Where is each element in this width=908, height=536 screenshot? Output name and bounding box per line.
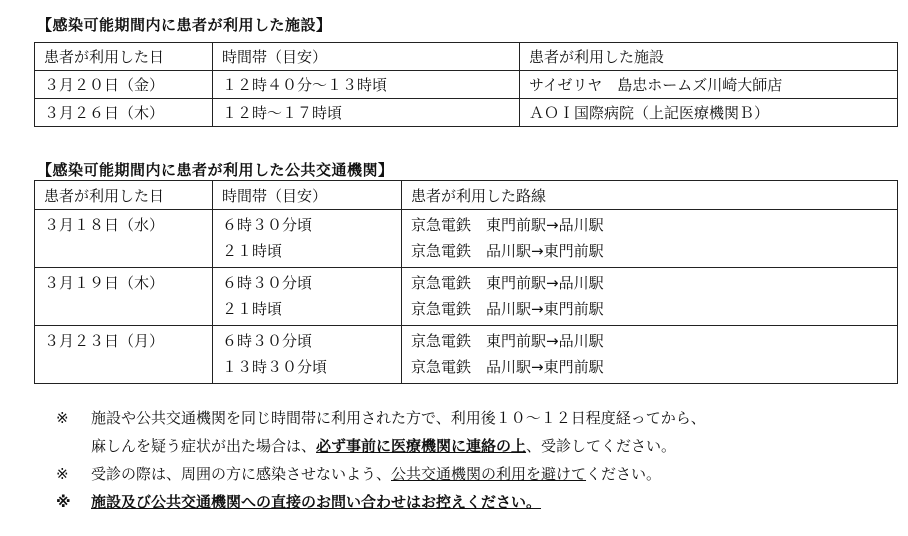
note-mark: ※	[56, 409, 69, 427]
route-text: 京急電鉄 品川駅→東門前駅	[411, 358, 604, 376]
route-cell	[402, 210, 898, 268]
note-text	[91, 432, 676, 460]
header-date: 患者が利用した日	[35, 43, 213, 71]
time-cell	[213, 210, 402, 268]
time-text: ６時３０分頃	[222, 332, 313, 350]
time-cell	[213, 268, 402, 326]
time-cell: １２時～１７時頃	[213, 99, 520, 127]
route-text: 京急電鉄 東門前駅→品川駅	[411, 332, 604, 350]
route-cell	[402, 268, 898, 326]
note-emphasis: 施設及び公共交通機関への直接のお問い合わせはお控えください。	[91, 493, 542, 511]
table-header-row	[35, 181, 898, 210]
table-row	[35, 268, 898, 326]
note-mark: ※	[56, 465, 69, 483]
note-text-plain: 麻しんを疑う症状が出た場合は、	[91, 437, 317, 455]
time-cell	[213, 326, 402, 384]
note-text	[91, 460, 661, 488]
header-time: 時間帯（目安）	[213, 181, 402, 210]
header-time: 時間帯（目安）	[213, 43, 520, 71]
date-cell: ３月２０日（金）	[35, 71, 213, 99]
facility-cell: サイゼリヤ 島忠ホームズ川崎大師店	[520, 71, 898, 99]
header-facility: 患者が利用した施設	[520, 43, 898, 71]
transport-heading: 【感染可能期間内に患者が利用した公共交通機関】	[37, 161, 394, 179]
note-text: 施設や公共交通機関を同じ時間帯に利用された方で、利用後１０～１２日程度経ってから、	[91, 409, 706, 427]
table-row	[35, 326, 898, 384]
date-cell	[35, 268, 213, 326]
note-mark: ※	[56, 493, 71, 511]
date-text: ３月１９日（木）	[44, 274, 165, 292]
route-text: 京急電鉄 品川駅→東門前駅	[411, 300, 604, 318]
note-emphasis: 必ず事前に医療機関に連絡の上	[316, 437, 527, 455]
header-date: 患者が利用した日	[35, 181, 213, 210]
route-text: 京急電鉄 東門前駅→品川駅	[411, 274, 604, 292]
route-text: 京急電鉄 東門前駅→品川駅	[411, 216, 604, 234]
table-header-row	[35, 43, 898, 71]
facilities-heading: 【感染可能期間内に患者が利用した施設】	[37, 16, 332, 34]
header-route: 患者が利用した路線	[402, 181, 898, 210]
date-cell	[35, 210, 213, 268]
time-text: ６時３０分頃	[222, 216, 313, 234]
table-row	[35, 210, 898, 268]
table-row	[35, 71, 898, 99]
date-text: ３月２３日（月）	[44, 332, 165, 350]
date-text: ３月１８日（水）	[44, 216, 165, 234]
date-cell	[35, 326, 213, 384]
time-text: ２１時頃	[222, 300, 283, 318]
note-text-plain: ください。	[586, 465, 662, 483]
note-text-plain: 、受診してください。	[526, 437, 677, 455]
route-text: 京急電鉄 品川駅→東門前駅	[411, 242, 604, 260]
route-cell	[402, 326, 898, 384]
table-row	[35, 99, 898, 127]
note-emphasis: 公共交通機関の利用を避けて	[391, 465, 587, 483]
facilities-table	[34, 42, 898, 127]
time-text: ２１時頃	[222, 242, 283, 260]
note-text-plain: 受診の際は、周囲の方に感染させないよう、	[91, 465, 392, 483]
time-text: １３時３０分頃	[222, 358, 328, 376]
transport-table	[34, 180, 898, 384]
facility-cell: ＡＯＩ国際病院（上記医療機関Ｂ）	[520, 99, 898, 127]
date-cell: ３月２６日（木）	[35, 99, 213, 127]
time-cell: １２時４０分～１３時頃	[213, 71, 520, 99]
time-text: ６時３０分頃	[222, 274, 313, 292]
